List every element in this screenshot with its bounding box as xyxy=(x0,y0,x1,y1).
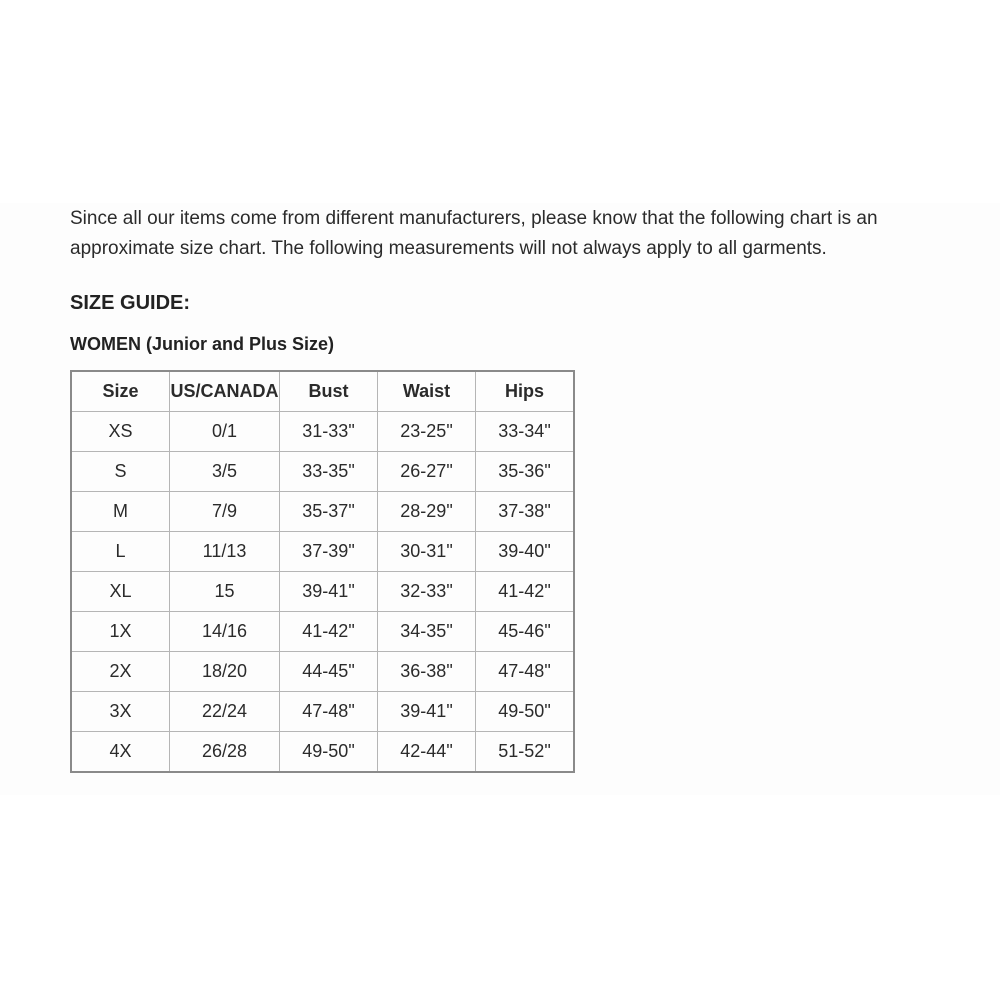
cell-hips: 51-52" xyxy=(476,732,575,773)
header-size: Size xyxy=(71,371,170,412)
cell-waist: 23-25" xyxy=(378,412,476,452)
cell-hips: 35-36" xyxy=(476,452,575,492)
cell-hips: 39-40" xyxy=(476,532,575,572)
cell-size: XS xyxy=(71,412,170,452)
cell-bust: 35-37" xyxy=(280,492,378,532)
table-row xyxy=(71,572,574,612)
header-us-canada: US/CANADA xyxy=(170,371,280,412)
cell-us-canada: 14/16 xyxy=(170,612,280,652)
cell-hips: 41-42" xyxy=(476,572,575,612)
cell-size: M xyxy=(71,492,170,532)
table-row xyxy=(71,412,574,452)
women-section-heading: WOMEN (Junior and Plus Size) xyxy=(70,334,335,354)
cell-hips: 45-46" xyxy=(476,612,575,652)
cell-us-canada: 15 xyxy=(170,572,280,612)
table-row xyxy=(71,452,574,492)
table-row xyxy=(71,612,574,652)
cell-size: 2X xyxy=(71,652,170,692)
header-waist: Waist xyxy=(378,371,476,412)
cell-size: L xyxy=(71,532,170,572)
cell-size: 3X xyxy=(71,692,170,732)
cell-us-canada: 18/20 xyxy=(170,652,280,692)
cell-bust: 39-41" xyxy=(280,572,378,612)
size-chart-table xyxy=(70,370,575,773)
cell-us-canada: 26/28 xyxy=(170,732,280,773)
cell-waist: 30-31" xyxy=(378,532,476,572)
table-row xyxy=(71,492,574,532)
cell-hips: 37-38" xyxy=(476,492,575,532)
cell-waist: 32-33" xyxy=(378,572,476,612)
intro-line-2: approximate size chart. The following measurements will not always apply to all garments. xyxy=(70,238,827,259)
cell-us-canada: 0/1 xyxy=(170,412,280,452)
cell-bust: 31-33" xyxy=(280,412,378,452)
cell-size: S xyxy=(71,452,170,492)
cell-hips: 33-34" xyxy=(476,412,575,452)
cell-us-canada: 7/9 xyxy=(170,492,280,532)
cell-waist: 42-44" xyxy=(378,732,476,773)
intro-text xyxy=(70,204,970,264)
table-row xyxy=(71,652,574,692)
cell-waist: 36-38" xyxy=(378,652,476,692)
cell-hips: 47-48" xyxy=(476,652,575,692)
cell-us-canada: 22/24 xyxy=(170,692,280,732)
cell-size: 1X xyxy=(71,612,170,652)
table-row xyxy=(71,532,574,572)
cell-waist: 39-41" xyxy=(378,692,476,732)
cell-waist: 34-35" xyxy=(378,612,476,652)
cell-bust: 44-45" xyxy=(280,652,378,692)
size-chart-header xyxy=(71,371,574,412)
cell-bust: 49-50" xyxy=(280,732,378,773)
cell-us-canada: 3/5 xyxy=(170,452,280,492)
size-guide-heading: SIZE GUIDE: xyxy=(70,292,191,314)
cell-bust: 33-35" xyxy=(280,452,378,492)
size-chart-body xyxy=(71,412,574,773)
intro-line-1: Since all our items come from different manufacturers, please know that the following chart is an xyxy=(70,208,878,229)
header-hips: Hips xyxy=(476,371,575,412)
cell-hips: 49-50" xyxy=(476,692,575,732)
cell-bust: 37-39" xyxy=(280,532,378,572)
table-row xyxy=(71,732,574,773)
cell-waist: 28-29" xyxy=(378,492,476,532)
cell-size: 4X xyxy=(71,732,170,773)
cell-size: XL xyxy=(71,572,170,612)
cell-us-canada: 11/13 xyxy=(170,532,280,572)
header-bust: Bust xyxy=(280,371,378,412)
table-row xyxy=(71,692,574,732)
cell-waist: 26-27" xyxy=(378,452,476,492)
header-row xyxy=(71,371,574,412)
cell-bust: 41-42" xyxy=(280,612,378,652)
cell-bust: 47-48" xyxy=(280,692,378,732)
